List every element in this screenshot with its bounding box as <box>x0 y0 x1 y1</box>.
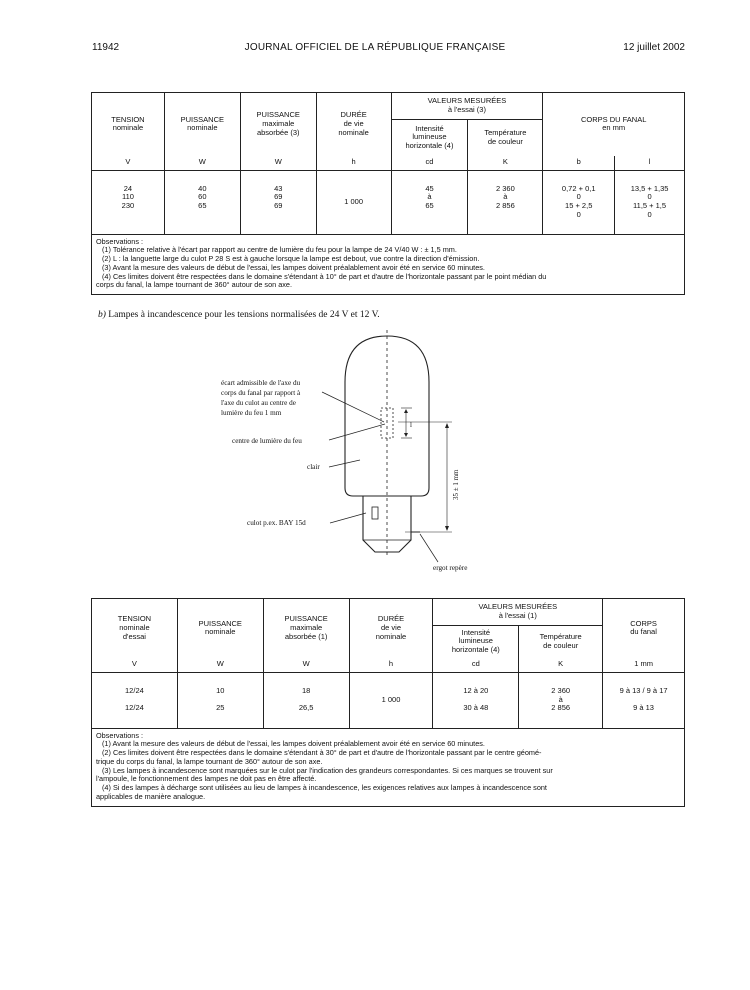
t1-head-valeurs: VALEURS MESURÉES à l'essai (3) <box>391 93 543 120</box>
label-ecart-1: écart admissible de l'axe du <box>221 379 301 387</box>
dim-35-label: 35 ± 1 mm <box>452 469 460 500</box>
t1-col-tension: 24 110 230 <box>92 170 165 234</box>
t1-unit-duree: h <box>316 156 391 171</box>
t1-col-puissance: 40 60 65 <box>164 170 240 234</box>
t1-col-temperature: 2 360 à 2 856 <box>468 170 543 234</box>
t1-head-duree: DURÉE de vie nominale <box>316 93 391 156</box>
t2-head-corps: CORPS du fanal <box>603 599 685 658</box>
t1-observations: Observations : (1) Tolérance relative à l'écart par rapport au centre de lumière du feu pour la lampe de 24 V/40 W : ± 1,5 mm. (2) L : la languette large du culot P 28 S est à gauche lorsque la lampe est debout, vue contre la direction d'émission. (3) Avant la mesure des valeurs de début de l'essai, les lampes doivent préalablement avoir été en service 60 minutes. (4) Ces limites doivent être respectées dans le domaine s'étendant à 10° de part et d'autre de l'horizontale passant par le point médian du corps du fanal, la lampe tournant de 360° autour de son axe. <box>92 234 685 295</box>
t2-col-temperature: 2 360 à 2 856 <box>519 672 603 728</box>
t2-col-intensite: 12 à 20 30 à 48 <box>433 672 519 728</box>
t2-unit-puissance: W <box>177 658 263 673</box>
issue-date: 12 juillet 2002 <box>623 42 685 53</box>
t1-col-intensite: 45 à 65 <box>391 170 468 234</box>
t2-head-puissance-abs: PUISSANCE maximale absorbée (1) <box>263 599 349 658</box>
t2-head-tension: TENSION nominale d'essai <box>92 599 178 658</box>
t1-unit-intensite: cd <box>391 156 468 171</box>
t2-observations: Observations : (1) Avant la mesure des valeurs de début de l'essai, les lampes doivent préalablement avoir été en service 60 minutes. (2) Ces limites doivent être respectées dans le domaine s'étendant à 30° de part et d'autre de l'horizontale passant par le centre géomé- trique du corps du fanal, la lampe tournant de 360° autour de son axe. (3) Les lampes à incandescence sont marquées sur le culot par l'indication des grandeurs correspondantes. Si ces marques se trouvent sur l'ampoule, le fonctionnement des lampes ne doit pas en être affecté. (4) Si des lampes à décharge sont utilisées au lieu de lampes à incandescence, les exigences relatives aux lampes à incandescence sont applicables de manière analogue. <box>92 728 685 806</box>
t2-col-corps: 9 à 13 / 9 à 17 9 à 13 <box>603 672 685 728</box>
dim-l-label: l <box>410 421 412 429</box>
t2-head-puissance: PUISSANCE nominale <box>177 599 263 658</box>
label-culot: culot p.ex. BAY 15d <box>247 519 306 527</box>
label-centre: centre de lumière du feu <box>232 437 302 445</box>
table-2 <box>91 598 685 807</box>
t2-unit-intensite: cd <box>433 658 519 673</box>
t2-col-duree: 1 000 <box>349 672 433 728</box>
t2-head-intensite: Intensité lumineuse horizontale (4) <box>433 626 519 658</box>
label-ecart-4: lumière du feu 1 mm <box>221 409 282 417</box>
t1-col-corps-b: 0,72 + 0,1 0 15 + 2,5 0 <box>543 170 615 234</box>
page-number: 11942 <box>92 42 120 53</box>
t1-unit-temperature: K <box>468 156 543 171</box>
label-clair: clair <box>307 463 320 471</box>
t2-unit-tension: V <box>92 658 178 673</box>
t1-head-temperature: Température de couleur <box>468 120 543 156</box>
t2-head-temperature: Température de couleur <box>519 626 603 658</box>
t2-unit-corps: 1 mm <box>603 658 685 673</box>
t2-unit-puissance-abs: W <box>263 658 349 673</box>
t2-head-valeurs: VALEURS MESURÉES à l'essai (1) <box>433 599 603 626</box>
label-ergot: ergot repère <box>433 564 468 572</box>
t1-col-corps-l: 13,5 + 1,35 0 11,5 + 1,5 0 <box>615 170 685 234</box>
t2-unit-temperature: K <box>519 658 603 673</box>
t1-col-puissance-abs: 43 69 69 <box>240 170 316 234</box>
t1-unit-tension: V <box>92 156 165 171</box>
t1-head-corps: CORPS DU FANAL en mm <box>543 93 685 156</box>
label-ecart-3: l'axe du culot au centre de <box>221 399 296 407</box>
t2-col-puissance: 10 25 <box>177 672 263 728</box>
t1-unit-corps-b: b <box>543 156 615 171</box>
t1-head-intensite: Intensité lumineuse horizontale (4) <box>391 120 468 156</box>
label-ecart-2: corps du fanal par rapport à <box>221 389 301 397</box>
t1-col-duree: 1 000 <box>316 170 391 234</box>
t1-head-puissance: PUISSANCE nominale <box>164 93 240 156</box>
journal-title: JOURNAL OFFICIEL DE LA RÉPUBLIQUE FRANÇAISE <box>244 42 506 53</box>
t2-col-puissance-abs: 18 26,5 <box>263 672 349 728</box>
t1-unit-puissance-abs: W <box>240 156 316 171</box>
t2-col-tension: 12/24 12/24 <box>92 672 178 728</box>
t1-head-tension: TENSION nominale <box>92 93 165 156</box>
section-caption: b) Lampes à incandescence pour les tensions normalisées de 24 V et 12 V. <box>98 310 380 320</box>
t1-unit-corps-l: l <box>615 156 685 171</box>
t1-head-puissance-abs: PUISSANCE maximale absorbée (3) <box>240 93 316 156</box>
t2-unit-duree: h <box>349 658 433 673</box>
t1-unit-puissance: W <box>164 156 240 171</box>
t2-head-duree: DURÉE de vie nominale <box>349 599 433 658</box>
